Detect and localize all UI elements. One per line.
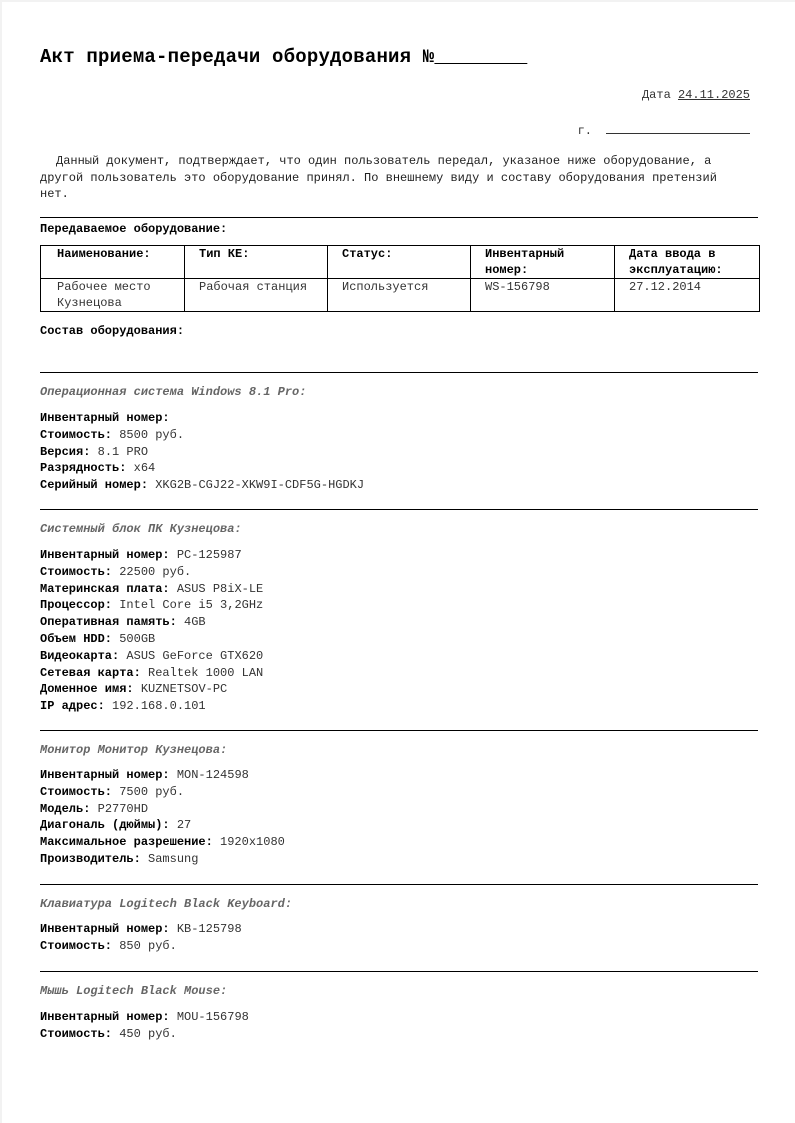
- equipment-table: [40, 245, 760, 312]
- section-fields: [40, 767, 285, 868]
- field-label: Инвентарный номер:: [40, 548, 170, 562]
- field-value: 450 руб.: [119, 1026, 177, 1041]
- field-row: [40, 938, 242, 955]
- table-header-row: [41, 246, 760, 279]
- section-divider: [40, 730, 758, 731]
- field-value: 850 руб.: [119, 938, 177, 953]
- section-divider: [40, 971, 758, 972]
- section-fields: [40, 921, 242, 955]
- intro-paragraph: Данный документ, подтверждает, что один пользователь передал, указаное ниже оборудование, а другой пользователь это оборудование принял. По внешнему виду и составу оборудования претензий нет.: [40, 154, 717, 201]
- field-row: [40, 767, 285, 784]
- field-row: [40, 921, 242, 938]
- field-label: Инвентарный номер:: [40, 1010, 170, 1024]
- table-row: [41, 279, 760, 312]
- field-value: ASUS GeForce GTX620: [126, 648, 264, 663]
- field-value: 4GB: [184, 615, 206, 630]
- field-row: [40, 1009, 249, 1026]
- field-value: 8500 руб.: [119, 427, 185, 442]
- field-label: Версия:: [40, 444, 91, 459]
- field-label: Стоимость:: [40, 1026, 113, 1041]
- field-value: 500GB: [119, 631, 156, 646]
- field-row: [40, 477, 364, 494]
- field-value: 27: [176, 818, 192, 833]
- title-text: Акт приема-передачи оборудования №: [40, 46, 435, 68]
- field-value: KUZNETSOV-PC: [140, 682, 228, 697]
- field-label: Максимальное разрешение:: [40, 835, 213, 850]
- field-label: Видеокарта:: [40, 648, 120, 663]
- field-value: XKG2B-CGJ22-XKW9I-CDF5G-HGDKJ: [155, 478, 365, 493]
- field-label: Серийный номер:: [40, 478, 149, 493]
- equipment-label: Передаваемое оборудование:: [40, 222, 228, 236]
- field-value: 192.168.0.101: [112, 699, 206, 714]
- field-row: [40, 410, 364, 427]
- divider: [40, 217, 758, 218]
- section-fields: [40, 547, 263, 715]
- field-row: [40, 460, 364, 477]
- section-title: Монитор Монитор Кузнецова:: [40, 743, 228, 757]
- table-header-cell: Инвентарный номер:: [471, 246, 615, 279]
- field-row: [40, 597, 263, 614]
- field-row: [40, 648, 263, 665]
- field-value: 7500 руб.: [119, 784, 185, 799]
- field-value: ASUS P8iX-LE: [176, 581, 264, 596]
- section-fields: [40, 1009, 249, 1043]
- date-value: 24.11.2025: [677, 88, 750, 102]
- table-cell: WS-156798: [471, 279, 615, 312]
- field-label: Диагональ (дюймы):: [40, 818, 170, 833]
- field-row: [40, 698, 263, 715]
- section-fields: [40, 410, 364, 494]
- composition-label: Состав оборудования:: [40, 324, 185, 338]
- field-row: [40, 444, 364, 461]
- field-row: [40, 427, 364, 444]
- section-divider: [40, 509, 758, 510]
- field-value: 8.1 PRO: [97, 444, 149, 459]
- field-value: Realtek 1000 LAN: [148, 665, 264, 680]
- field-value: PC-125987: [176, 548, 242, 562]
- field-value: Intel Core i5 3,2GHz: [119, 598, 264, 613]
- table-header-cell: Статус:: [328, 246, 471, 279]
- field-row: [40, 547, 263, 564]
- field-label: Стоимость:: [40, 564, 113, 579]
- city-line: [578, 122, 750, 138]
- section-title: Клавиатура Logitech Black Keyboard:: [40, 897, 293, 911]
- section-title: Мышь Logitech Black Mouse:: [40, 984, 228, 998]
- field-label: Стоимость:: [40, 938, 113, 953]
- city-blank: [606, 122, 750, 134]
- section-title: Системный блок ПК Кузнецова:: [40, 522, 242, 536]
- field-label: Инвентарный номер:: [40, 922, 170, 936]
- table-cell: Используется: [328, 279, 471, 312]
- date-label: Дата: [641, 88, 671, 102]
- field-label: Процессор:: [40, 598, 113, 613]
- date-line: [642, 88, 750, 102]
- document-page: [2, 2, 795, 1123]
- table-header-cell: Дата ввода в эксплуатацию:: [615, 246, 760, 279]
- field-label: Модель:: [40, 801, 91, 816]
- section-divider: [40, 884, 758, 885]
- field-value: KB-125798: [176, 922, 242, 936]
- field-label: Материнская плата:: [40, 581, 170, 596]
- field-label: Производитель:: [40, 851, 141, 866]
- field-value: x64: [133, 461, 156, 476]
- field-value: Samsung: [148, 851, 199, 866]
- field-label: Оперативная память:: [40, 615, 177, 630]
- table-header-cell: Наименование:: [41, 246, 185, 279]
- field-label: Стоимость:: [40, 427, 113, 442]
- field-label: Инвентарный номер:: [40, 411, 170, 425]
- field-label: Доменное имя:: [40, 682, 134, 697]
- title-number-blank: ________: [434, 46, 528, 68]
- field-row: [40, 631, 263, 648]
- city-label: г.: [577, 124, 592, 138]
- field-value: 1920x1080: [220, 835, 285, 850]
- field-row: [40, 614, 263, 631]
- table-header-cell: Тип КЕ:: [185, 246, 328, 279]
- field-label: Инвентарный номер:: [40, 768, 170, 782]
- field-value: P2770HD: [97, 801, 149, 816]
- field-row: [40, 801, 285, 818]
- field-row: [40, 581, 263, 598]
- field-label: Стоимость:: [40, 784, 113, 799]
- field-value: 22500 руб.: [119, 564, 192, 579]
- section-divider: [40, 372, 758, 373]
- field-row: [40, 681, 263, 698]
- section-title: Операционная система Windows 8.1 Pro:: [40, 385, 307, 399]
- document-title: [40, 46, 527, 68]
- field-row: [40, 834, 285, 851]
- field-value: MON-124598: [176, 768, 249, 782]
- table-cell: Рабочее место Кузнецова: [41, 279, 185, 312]
- field-row: [40, 851, 285, 868]
- field-row: [40, 1026, 249, 1043]
- field-label: IP адрес:: [40, 699, 105, 714]
- field-label: Разрядность:: [40, 461, 127, 476]
- field-label: Сетевая карта:: [40, 665, 141, 680]
- table-cell: 27.12.2014: [615, 279, 760, 312]
- field-row: [40, 564, 263, 581]
- field-value: MOU-156798: [176, 1010, 249, 1024]
- field-row: [40, 665, 263, 682]
- table-cell: Рабочая станция: [185, 279, 328, 312]
- field-label: Объем HDD:: [40, 631, 113, 646]
- field-row: [40, 784, 285, 801]
- field-row: [40, 817, 285, 834]
